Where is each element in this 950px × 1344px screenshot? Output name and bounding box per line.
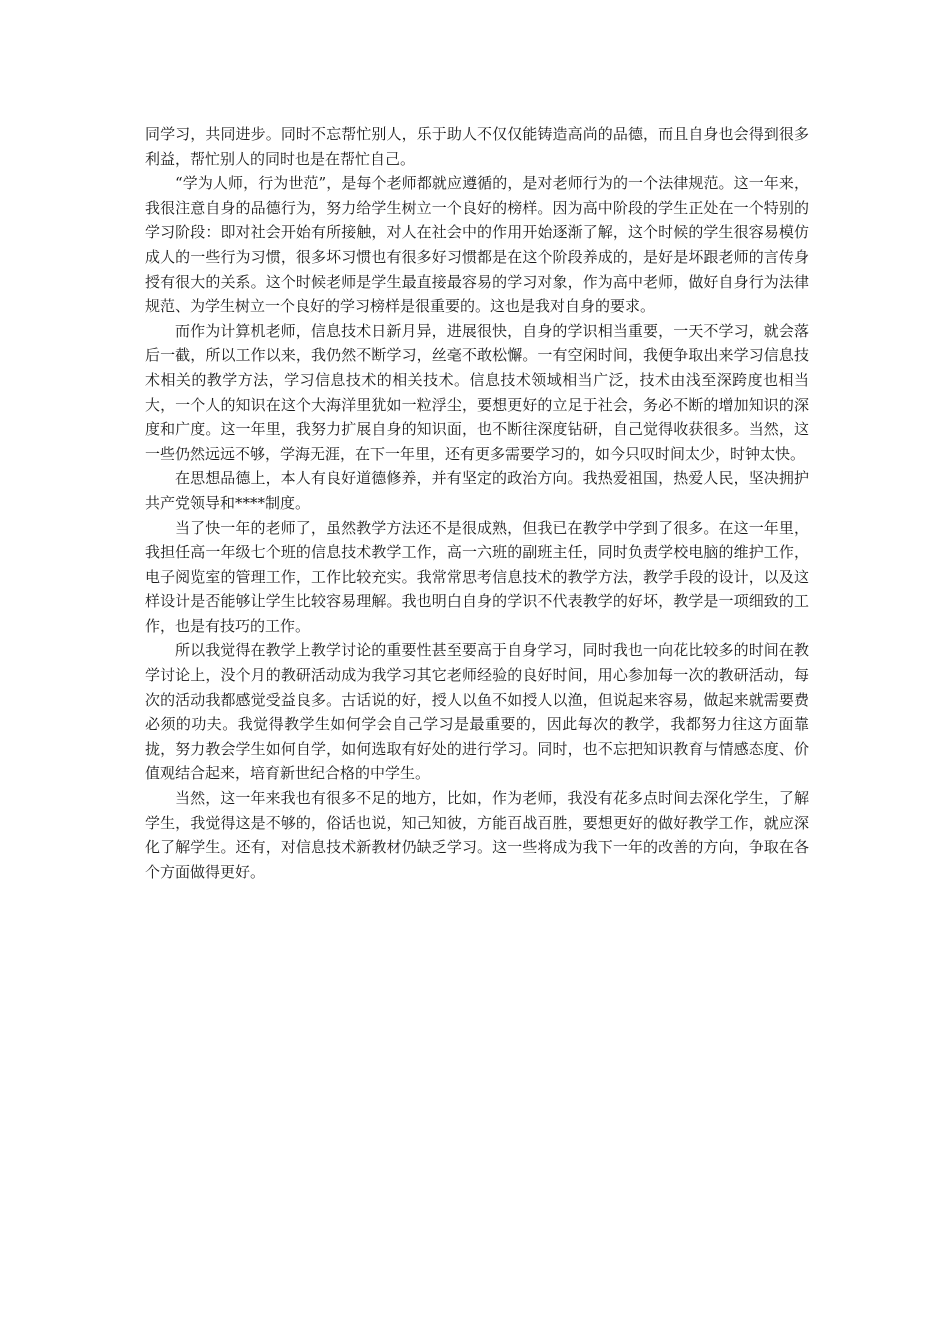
paragraph-6: 所以我觉得在教学上教学讨论的重要性甚至要高于自身学习，同时我也一向花比较多的时间在教学讨论上，没个月的教研活动成为我学习其它老师经验的良好时间，用心参加每一次的教研活动，每次的活动我都感觉受益良多。古话说的好，授人以鱼不如授人以渔，但说起来容易，做起来就需要费必须的功夫。我觉得教学生如何学会自己学习是最重要的，因此每次的教学，我都努力往这方面靠拢，努力教会学生如何自学，如何选取有好处的进行学习。同时，也不忘把知识教育与情感态度、价值观结合起来，培育新世纪合格的中学生。 — [145, 641, 809, 783]
document-body — [145, 122, 809, 884]
paragraph-1: 同学习，共同进步。同时不忘帮忙别人，乐于助人不仅仅能铸造高尚的品德，而且自身也会得到很多利益，帮忙别人的同时也是在帮忙自己。 — [145, 125, 809, 168]
paragraph-2: “学为人师，行为世范”，是每个老师都就应遵循的，是对老师行为的一个法律规范。这一年来，我很注意自身的品德行为，努力给学生树立一个良好的榜样。因为高中阶段的学生正处在一个特别的学习阶段：即对社会开始有所接触，对人在社会中的作用开始逐渐了解，这个时候的学生很容易模仿成人的一些行为习惯，很多坏习惯也有很多好习惯都是在这个阶段养成的，是好是坏跟老师的言传身授有很大的关系。这个时候老师是学生最直接最容易的学习对象，作为高中老师，做好自身行为法律规范、为学生树立一个良好的学习榜样是很重要的。这也是我对自身的要求。 — [145, 174, 809, 316]
paragraph-5: 当了快一年的老师了，虽然教学方法还不是很成熟，但我已在教学中学到了很多。在这一年里，我担任高一年级七个班的信息技术教学工作，高一六班的副班主任，同时负责学校电脑的维护工作，电子阅览室的管理工作，工作比较充实。我常常思考信息技术的教学方法，教学手段的设计，以及这样设计是否能够让学生比较容易理解。我也明白自身的学识不代表教学的好坏，教学是一项细致的工作，也是有技巧的工作。 — [145, 518, 809, 635]
paragraph-7: 当然，这一年来我也有很多不足的地方，比如，作为老师，我没有花多点时间去深化学生，了解学生，我觉得这是不够的，俗话也说，知己知彼，方能百战百胜，要想更好的做好教学工作，就应深化了解学生。还有，对信息技术新教材仍缺乏学习。这一些将成为我下一年的改善的方向，争取在各个方面做得更好。 — [145, 789, 809, 881]
paragraph-3: 而作为计算机老师，信息技术日新月异，进展很快，自身的学识相当重要，一天不学习，就会落后一截，所以工作以来，我仍然不断学习，丝毫不敢松懈。一有空闲时间，我便争取出来学习信息技术相关的教学方法，学习信息技术的相关技术。信息技术领域相当广泛，技术由浅至深跨度也相当大，一个人的知识在这个大海洋里犹如一粒浮尘，要想更好的立足于社会，务必不断的增加知识的深度和广度。这一年里，我努力扩展自身的知识面，也不断往深度钻研，自己觉得收获很多。当然，这一些仍然远远不够，学海无涯，在下一年里，还有更多需要学习的，如今只叹时间太少，时钟太快。 — [145, 321, 809, 463]
paragraph-4: 在思想品德上，本人有良好道德修养，并有坚定的政治方向。我热爱祖国，热爱人民，坚决拥护共产党领导和****制度。 — [145, 469, 809, 512]
